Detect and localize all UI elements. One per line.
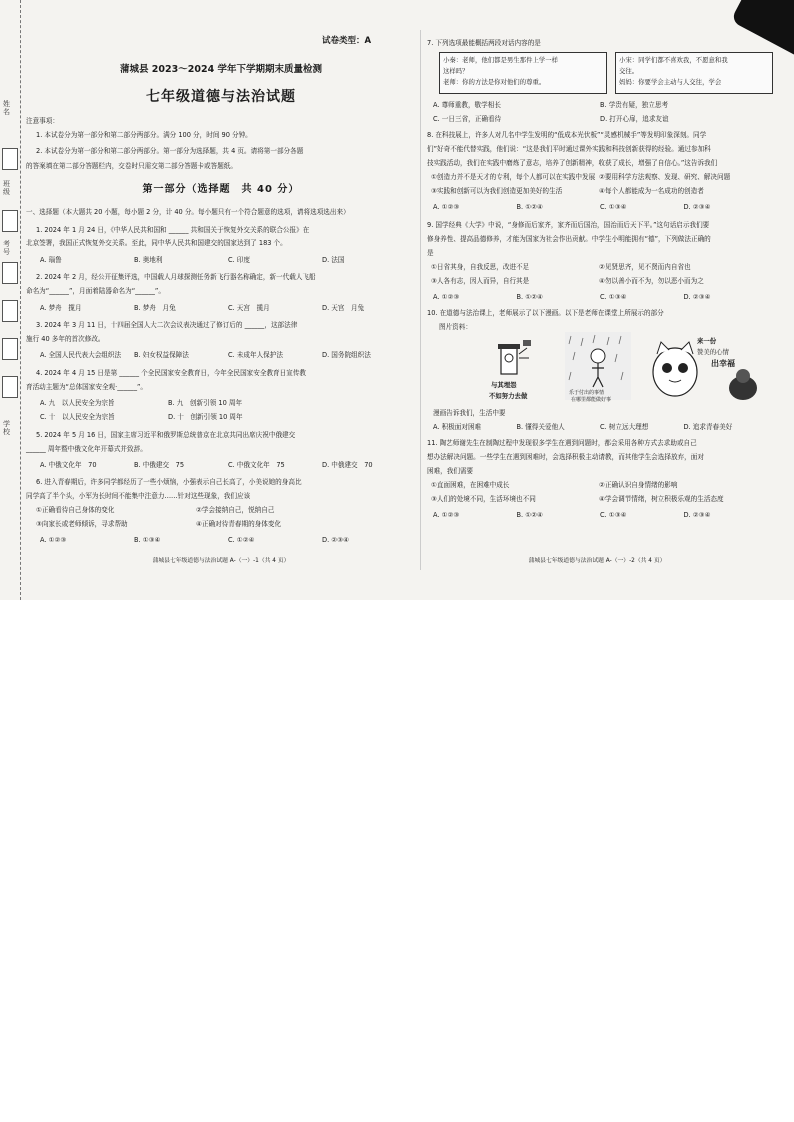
option: C. 天宫 揽月: [228, 304, 270, 312]
option: C. ①③④: [600, 293, 627, 301]
option: A. 瑙鲁: [40, 256, 62, 264]
option: B. 奥地利: [134, 256, 163, 264]
question-stem: 10. 在道德与法治课上，老师展示了以下漫画。以下是老师在课堂上所展示的部分: [427, 309, 664, 317]
option: A. 积极面对困难: [433, 423, 482, 431]
option: D. 打开心扉，追求友谊: [600, 115, 669, 123]
dialogue-line: 老师：你的方法是你对他们的尊重。: [443, 78, 546, 86]
seat-box: [2, 262, 18, 284]
question-options: [40, 460, 416, 471]
option: A. 梦舟 揽月: [40, 304, 82, 312]
option: ③向家长或老师倾诉，寻求帮助: [36, 520, 128, 528]
question-options: [36, 519, 356, 530]
option: A. 全国人民代表大会组织法: [40, 351, 122, 359]
option: D. ②③④: [322, 536, 350, 544]
option: D. 天宫 月兔: [322, 304, 365, 312]
question-stem: 5. 2024 年 5 月 16 日，国家主席习近平和俄罗斯总统普京在北京共同出席庆祝中俄建交: [36, 431, 296, 439]
question-options: [433, 422, 767, 433]
binding-label-school: 学校: [3, 420, 10, 436]
question-stem: ______ 周年暨中俄文化年开幕式并致辞。: [26, 445, 147, 453]
option: A. 九 以人民安全为宗旨: [40, 399, 115, 407]
paper-type: 试卷类型：A: [322, 36, 372, 46]
question-stem: 北京签署，我国正式恢复外交关系。至此，同中华人民共和国建交的国家达到了 183 个。: [26, 239, 287, 247]
option: A. ①②③: [40, 536, 67, 544]
option: ②正确认识自身情绪的影响: [599, 481, 678, 489]
question-stem: 11. 陶艺师谢先生在制陶过程中发现很多学生在遇到问题时，都会采用各种方式去求助或自己: [427, 439, 697, 447]
question-options: [433, 510, 767, 521]
question-stem: 4. 2024 年 4 月 15 日是第 ______ 个全民国家安全教育日，今年全民国家安全教育日宣传教: [36, 369, 307, 377]
option: D. ②③④: [683, 293, 711, 301]
option: C. ①③④: [600, 511, 627, 519]
binding-label-name: 姓名: [3, 100, 10, 116]
option: ③实践和创新可以为我们创造更加美好的生活: [431, 187, 563, 195]
binding-label-id: 考号: [3, 240, 10, 256]
option: B. 中俄建交 75: [134, 461, 185, 469]
dialogue-line: 妈妈：你要学会主动与人交往，学会: [619, 78, 722, 86]
question-stem: 们”好奇不能代替实践，他们说：“这是我们平时通过课外实践和科技创新获得的经验。通过参加科: [427, 145, 711, 153]
question-stem: 图片资料：: [439, 323, 472, 331]
seat-box: [2, 148, 18, 170]
option: ④每个人都能成为一名成功的创造者: [599, 187, 704, 195]
option: D. ②③④: [683, 203, 711, 211]
question-stem: 修身养性、提高品德修养，才能为国家为社会作出贡献。中学生小明能拥有“德”，下列做法正确的: [427, 235, 711, 243]
page-footer: 蒲城县七年级道德与法治试题 A-（一）-1（共 4 页）: [152, 558, 290, 564]
cartoon-caption: 来一份: [697, 337, 717, 345]
option: C. 一日三省，正确看待: [433, 115, 502, 123]
exam-title: 七年级道德与法治试题: [146, 89, 296, 105]
question-stem: 育活动主题为“总体国家安全观·______”。: [26, 383, 148, 391]
option: C. ①②④: [228, 536, 255, 544]
option: ①直面困难，在困难中成长: [431, 481, 510, 489]
dialogue-line: 小宋：同学们都不喜欢我，不愿意和我: [619, 56, 728, 64]
binding-margin: [0, 0, 21, 600]
page-footer: 蒲城县七年级道德与法治试题 A-（一）-2（共 4 页）: [528, 558, 666, 564]
question-stem: 1. 2024 年 1 月 24 日，《中华人民共和国和 ______ 共和国关于恢复外交关系的联合公报》在: [36, 226, 310, 234]
question-options: [40, 535, 416, 546]
question-options: [40, 255, 416, 266]
option: ②要用科学方法观察、发现、研究、解决问题: [599, 173, 731, 181]
option: D. 法国: [322, 256, 345, 264]
question-options: [431, 480, 767, 491]
question-options: [40, 303, 416, 314]
exam-header: 蒲城县 2023～2024 学年下学期期末质量检测: [120, 64, 322, 75]
option: D. 追求青春美好: [683, 423, 733, 431]
dialogue-box: [439, 52, 607, 94]
notes-item: 的答案填在第二部分答题栏内，交卷时只需交第二部分答题卡或答题纸。: [26, 162, 237, 170]
cartoon-caption: 乐于付出的事情: [569, 390, 605, 396]
option: C. 中俄文化年 75: [228, 461, 285, 469]
cartoon-caption: 出幸福: [711, 359, 735, 368]
option: B. 梦舟 月兔: [134, 304, 176, 312]
option: ①日省其身，自我反思，改进不足: [431, 263, 530, 271]
question-stem: 8. 在科技展上，许多人对几名中学生发明的“低成本光伏板”“灵感机械手”等发明印象深刻。同学: [427, 131, 707, 139]
option: B. 学贵有疑，独立思考: [600, 101, 669, 109]
notes-item: 2. 本试卷分为第一部分和第二部分两部分。第一部分为选择题，共 4 页。请将第一部分各题: [36, 147, 304, 155]
notes-heading: 注意事项：: [26, 117, 59, 125]
question-options: [431, 172, 767, 183]
question-stem: 7. 下列选项最能概括两段对话内容的是: [427, 39, 541, 47]
question-stem: 9. 国学经典《大学》中说，“身修而后家齐，家齐而后国治，国治而后天下平。”这句话启示我们要: [427, 221, 710, 229]
question-options: [431, 276, 767, 287]
option: D. ②③④: [683, 511, 711, 519]
cartoon-caption: 不如努力去做: [489, 392, 528, 400]
option: ④正确对待青春期的身体变化: [196, 520, 282, 528]
option: D. 中俄建交 70: [322, 461, 373, 469]
question-options: [433, 292, 767, 303]
option: B. 妇女权益保障法: [134, 351, 189, 359]
binding-label-class: 班级: [3, 180, 10, 196]
option: ④勿以善小而不为，勿以恶小而为之: [599, 277, 704, 285]
seat-box: [2, 376, 18, 398]
option: C. 未成年人保护法: [228, 351, 283, 359]
seat-box: [2, 338, 18, 360]
option: C. ①③④: [600, 203, 627, 211]
question-stem: 6. 进入青春期后，许多同学都经历了一些小烦恼，小强表示自己长高了，小美说她的身高比: [36, 478, 302, 486]
section1-title: 第一部分（选择题 共 40 分）: [142, 184, 300, 195]
question-stem: 想办法解决问题。一些学生在遇到困难时，会选择积极主动请教，而其他学生会选择放弃，面对: [427, 453, 704, 461]
option: ②学会接纳自己，悦纳自己: [196, 506, 275, 514]
option: A. 尊师重教，敬学相长: [433, 101, 501, 109]
cartoon-caption: 赞美的心情: [697, 348, 729, 356]
option: A. ①②③: [433, 203, 460, 211]
dialogue-line: 小秦：老师，他们都是男生那件上学一样: [443, 56, 559, 64]
option: D. 国务院组织法: [322, 351, 371, 359]
question-options: [40, 350, 416, 361]
option: ④学会调节情绪，树立积极乐观的生活态度: [599, 495, 724, 503]
option: B. ①②④: [516, 511, 543, 519]
seat-box: [2, 210, 18, 232]
option: D. 十 创新引领 10 周年: [168, 413, 243, 421]
option: C. 印度: [228, 256, 250, 264]
question-stem: 困难，我们需要: [427, 467, 474, 475]
question-stem: 漫画告诉我们，生活中要: [433, 409, 506, 417]
option: B. ①②④: [516, 293, 543, 301]
option: B. ①②④: [516, 203, 543, 211]
option: ③人们的处境不同，生活环境也不同: [431, 495, 536, 503]
cartoon-caption: 在哪里都能做好事: [571, 397, 612, 403]
option: ①创造力并不是天才的专利，每个人都可以在实践中发展: [431, 173, 596, 181]
question-options: [433, 114, 767, 125]
dialogue-line: 交往。: [619, 67, 639, 75]
question-options: [431, 262, 767, 273]
question-options: [36, 505, 356, 516]
question-options: [40, 398, 296, 409]
question-options: [433, 100, 767, 111]
dialogue-line: 这样吗？: [443, 67, 469, 75]
option: C. 树立远大理想: [600, 423, 649, 431]
question-options: [431, 494, 767, 505]
scan-corner-artifact: [730, 0, 794, 59]
dialogue-box: [615, 52, 773, 94]
question-options: [433, 202, 767, 213]
option: B. 懂得关爱他人: [516, 423, 565, 431]
question-options: [40, 412, 296, 423]
cartoon-caption: 与其埋怨: [491, 381, 517, 389]
cartoon-trash-can-illustration: [487, 336, 537, 380]
column-divider: [420, 30, 421, 570]
question-stem: 同学高了半个头，小军为长时间不能集中注意力……针对这些现象，我们应该: [26, 492, 251, 500]
question-stem: 施行 40 多年的首次修改。: [26, 335, 105, 343]
question-stem: 命名为“______”，月面着陆器命名为“______”。: [26, 287, 165, 295]
notes-item: 1. 本试卷分为第一部分和第二部分两部分。满分 100 分，时间 90 分钟。: [36, 131, 252, 139]
seat-box: [2, 300, 18, 322]
question-stem: 3. 2024 年 3 月 11 日，十四届全国人大二次会议表决通过了修订后的 ______，这部法律: [36, 321, 298, 329]
section1-instruction: 一、选择题（本大题共 20 小题，每小题 2 分，计 40 分。每小题只有一个符合题意的选项，请将选项选出来）: [26, 208, 350, 216]
question-stem: 是: [427, 249, 434, 257]
option: C. 十 以人民安全为宗旨: [40, 413, 115, 421]
option: B. ①③④: [134, 536, 161, 544]
option: ②见贤思齐，见不贤而内自省也: [599, 263, 691, 271]
option: A. 中俄文化年 70: [40, 461, 97, 469]
option: ①正确看待自己身体的变化: [36, 506, 115, 514]
question-stem: 技实践活动，我们在实践中磨炼了意志，培养了创新精神，收获了成长，增强了自信心。”这告诉我们: [427, 159, 718, 167]
option: A. ①②③: [433, 511, 460, 519]
option: ③人各有志，因人而异，自行其是: [431, 277, 530, 285]
question-stem: 2. 2024 年 2 月，经公开征集评选，中国载人月球探测任务新飞行器名称确定，新一代载人飞船: [36, 273, 316, 281]
option: A. ①②③: [433, 293, 460, 301]
question-options: [431, 186, 767, 197]
option: B. 九 创新引领 10 周年: [168, 399, 243, 407]
